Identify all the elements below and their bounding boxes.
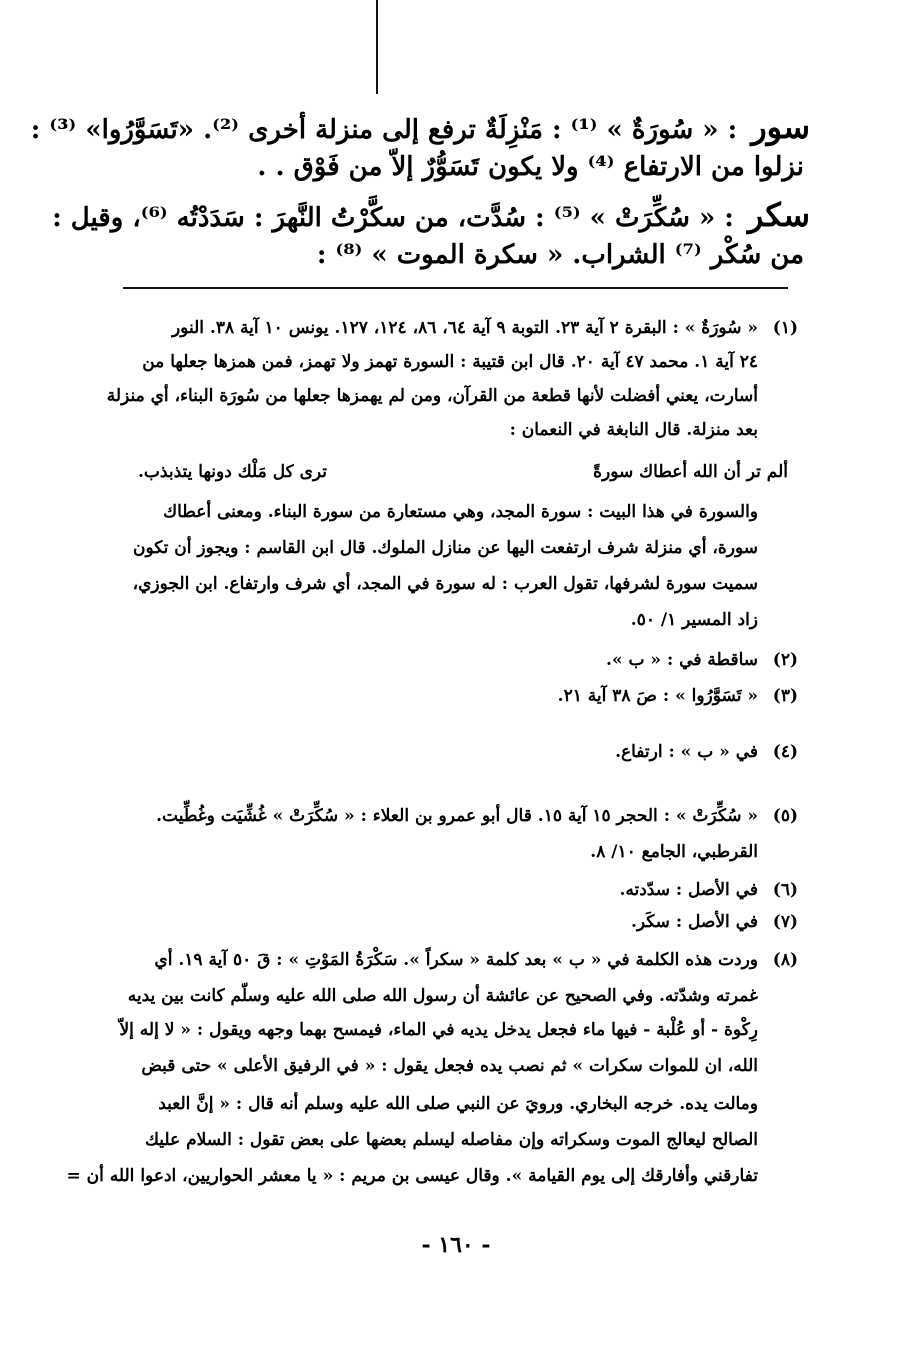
poem-second-hemistich: ترى كل مَلْك دونها يتذبذب.	[138, 462, 328, 482]
page-number: - ١٦٠ -	[421, 1232, 491, 1258]
footnote-line: (٨)وردت هذه الكلمة في « ب » بعد كلمة « سكراً ». سَكْرَةُ المَوْتِ » : قَ ٥٠ آية ١٩. أي	[154, 950, 798, 970]
footnote-line: (٦)في الأصل : سدّدته.	[619, 880, 798, 900]
footnote-line: بعد منزلة. قال النابغة في النعمان :	[509, 420, 758, 440]
footnote-line: (٥)« سُكِّرَتْ » : الحجر ١٥ آية ١٥. قال أبو عمرو بن العلاء : « سُكِّرَتْ » غُشِّيَت وغُطِّيت.	[156, 806, 798, 826]
poem-first-hemistich: ألم تر أن الله أعطاك سورةً	[593, 462, 788, 482]
footnote-line: أسارت، يعني أفضلت لأنها قطعة من القرآن، ومن لم يهمزها جعلها من سُورَة البناء، أي منزلة	[106, 386, 758, 406]
footnote-line: رِكْوة - أو عُلْبة - فيها ماء فجعل يدخل يديه في الماء، فيمسح بهما وجهه ويقول : « لا إله إلاّ	[119, 1020, 758, 1040]
binding-line	[376, 0, 378, 94]
entry-sur-line-2: نزلوا من الارتفاع ⁽⁴⁾ ولا يكون تَسَوُّرٌ إلاّ من فَوْق . .	[257, 152, 804, 182]
footnote-line: والسورة في هذا البيت : سورة المجد، وهي مستعارة من سورة البناء. ومعنى أعطاك	[163, 502, 758, 522]
footnote-line: (١)« سُورَةٌ » : البقرة ٢ آية ٢٣. التوبة ٩ آية ٦٤، ٨٦، ١٢٤، ١٢٧. يونس ١٠ آية ٣٨. النور	[171, 318, 798, 338]
footnote-separator	[123, 287, 788, 289]
footnote-line: الصالح ليعالج الموت وسكراته وإن مفاصله ليسلم بعضها على بعض تقول : السلام عليك	[144, 1130, 758, 1150]
footnote-line: ٢٤ آية ١. محمد ٤٧ آية ٢٠. قال ابن قتيبة : السورة تهمز ولا تهمز، فمن همزها جعلها من	[142, 352, 758, 372]
footnote-line: ومالت يده. خرجه البخاري. ورويَ عن النبي صلى الله عليه وسلم أنه قال : « إنَّ العبد	[158, 1094, 758, 1114]
entry-sur-line-1	[30, 108, 810, 146]
footnote-line: سورة، أي منزلة شرف ارتفعت اليها عن منازل الملوك. قال ابن القاسم : ويجوز أن تكون	[133, 538, 758, 558]
footnote-line: غمرته وشدّته. وفي الصحيح عن عائشة أن رسول الله صلى الله عليه وسلّم كانت بين يديه	[127, 986, 758, 1006]
entry-text: : « سُورَةٌ » ⁽¹⁾ : مَنْزِلَةٌ ترفع إلى منزلة أخرى ⁽²⁾. «تَسَوَّرُوا» ⁽³⁾ :	[30, 115, 738, 145]
entry-text: : « سُكِّرَتْ » ⁽⁵⁾ : سُدَّت، من سكَّرْتُ النَّهرَ : سَدَدْتُه ⁽⁶⁾، وقيل :	[52, 203, 734, 233]
entry-sukr-line-1	[52, 196, 810, 234]
footnote-line: الله، ان للموات سكرات » ثم نصب يده فجعل يقول : « في الرفيق الأعلى » حتى قبض	[141, 1056, 758, 1076]
entry-sukr-line-2: من سُكْر ⁽⁷⁾ الشراب. « سكرة الموت » ⁽⁸⁾ :	[316, 240, 804, 270]
entry-head-sur: سور	[751, 108, 810, 146]
footnote-line: زاد المسير ١/ ٥٠.	[630, 610, 758, 630]
footnote-line: (٧)في الأصل : سكَر.	[631, 912, 798, 932]
entry-head-sukr: سكر	[747, 196, 810, 234]
footnote-line: القرطبي، الجامع ١٠/ ٨.	[590, 842, 758, 862]
footnote-line: (٤)في « ب » : ارتفاع.	[615, 742, 798, 762]
footnote-line: (٢)ساقطة في : « ب ».	[606, 650, 798, 670]
footnote-line: تفارقني وأفارقك إلى يوم القيامة ». وقال عيسى بن مريم : « يا معشر الحواريين، ادعوا الله أن =	[66, 1166, 758, 1186]
footnote-line: (٣)« تَسَوَّرُوا » : صَ ٣٨ آية ٢١.	[557, 686, 798, 706]
footnote-line: سميت سورة لشرفها، تقول العرب : له سورة في المجد، أي شرف وارتفاع. ابن الجوزي،	[132, 574, 758, 594]
